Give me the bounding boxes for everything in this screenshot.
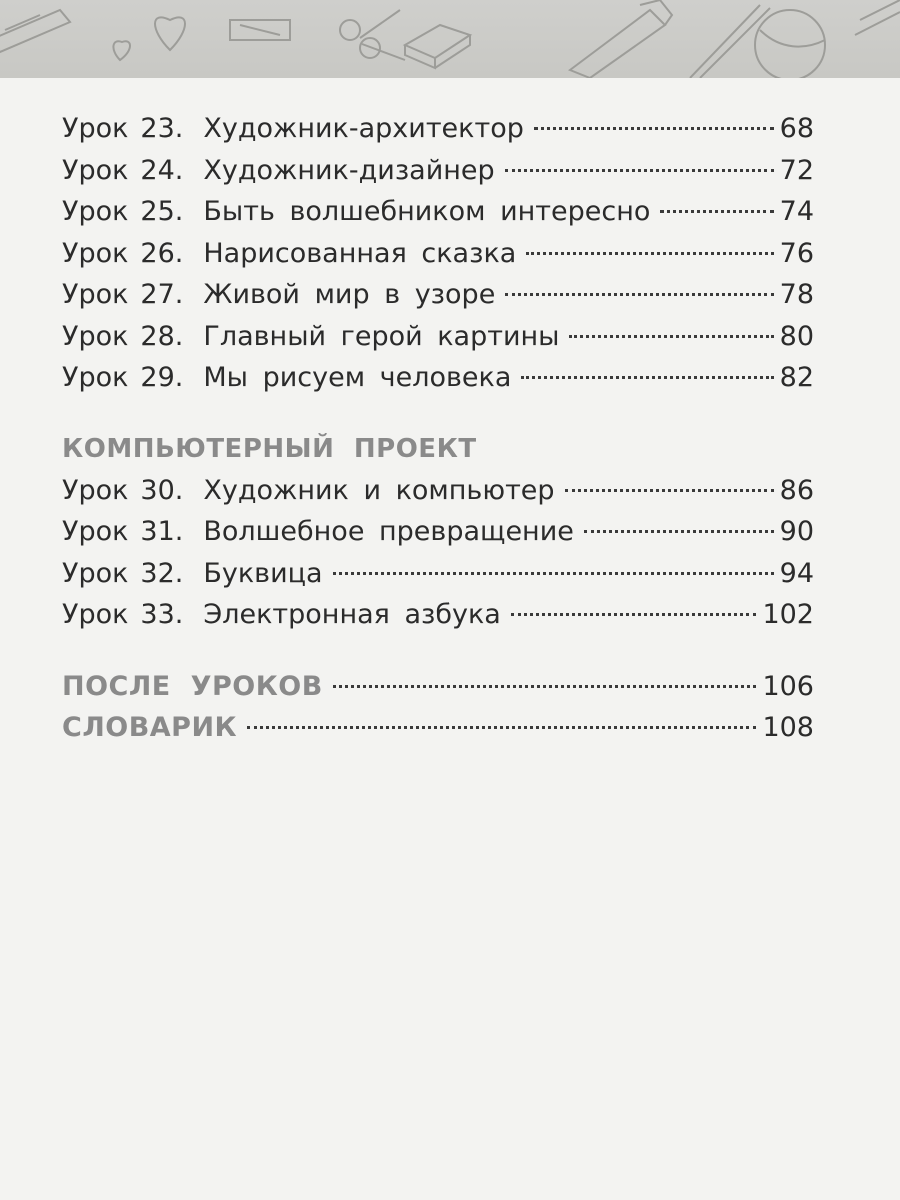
page-number: 80 [779,320,814,352]
header-doodles [0,0,900,78]
section-heading-computer-project: КОМПЬЮТЕРНЫЙ ПРОЕКТ [62,433,477,464]
lesson-title: Художник-архитектор [203,113,524,144]
toc-row-lesson-25[interactable] [62,191,814,233]
lesson-number: 29. [140,362,184,393]
page-number: 68 [779,113,814,144]
page-number: 74 [779,196,814,227]
heart-icon [113,17,185,60]
lesson-number: 28. [140,320,184,352]
toc-row-lesson-28[interactable] [62,316,814,358]
lesson-word: Урок [62,154,129,186]
toc-row-lesson-33[interactable] [62,594,814,636]
spacer [62,636,814,666]
toc-row-glossary[interactable] [62,707,814,749]
lesson-number: 31. [140,516,184,547]
page-number: 72 [779,154,814,186]
brush-icon [690,0,900,78]
lesson-word: Урок [62,557,129,589]
table-of-contents [62,108,814,749]
lesson-title: Художник-дизайнер [203,154,495,186]
eraser-icon [405,25,470,68]
lesson-word: Урок [62,113,129,144]
lesson-title: Быть волшебником интересно [203,196,651,227]
lesson-title: Буквица [203,557,323,589]
toc-row-lesson-24[interactable] [62,150,814,192]
lesson-word: Урок [62,196,129,227]
lesson-word: Урок [62,362,129,393]
dot-leader [511,613,757,616]
dot-leader [526,252,773,255]
dot-leader [565,489,774,492]
lesson-number: 32. [140,557,184,589]
pencil-icon [0,10,70,52]
toc-row-lesson-23[interactable] [62,108,814,150]
lesson-number: 23. [140,113,184,144]
dot-leader [584,530,774,533]
lesson-title: Главный герой картины [203,320,560,352]
lesson-word: Урок [62,237,129,269]
decorative-header-band [0,0,900,78]
lesson-number: 26. [140,237,184,269]
page-number: 108 [762,712,814,743]
lesson-word: Урок [62,516,129,547]
toc-row-lesson-30[interactable] [62,470,814,512]
dot-leader [505,169,774,172]
toc-row-lesson-29[interactable] [62,357,814,399]
toc-row-lesson-26[interactable] [62,233,814,275]
paint-tube-icon [570,0,672,78]
dot-leader [660,210,773,213]
ball-icon [755,10,825,78]
dot-leader [521,376,773,379]
scissors-icon [340,10,405,60]
appendix-title: СЛОВАРИК [62,712,238,743]
lesson-word: Урок [62,599,129,630]
page-number: 90 [779,516,814,547]
lesson-number: 25. [140,196,184,227]
lesson-title: Мы рисуем человека [203,362,512,393]
lesson-number: 27. [140,279,184,310]
lesson-title: Живой мир в узоре [203,279,496,310]
page-number: 78 [779,279,814,310]
dot-leader [505,293,773,296]
page-number: 94 [779,557,814,589]
dot-leader [333,685,757,688]
dot-leader [247,726,756,729]
lesson-title: Волшебное превращение [203,516,574,547]
dot-leader [333,572,774,575]
lesson-number: 33. [140,599,184,630]
page-number: 86 [779,474,814,506]
toc-row-lesson-32[interactable] [62,553,814,595]
toc-row-lesson-31[interactable] [62,511,814,553]
toc-row-after-lessons[interactable] [62,666,814,708]
lesson-title: Нарисованная сказка [203,237,517,269]
lesson-word: Урок [62,320,129,352]
lesson-number: 30. [140,474,184,506]
page-number: 106 [762,670,814,702]
dot-leader [534,127,774,130]
page-number: 102 [762,599,814,630]
toc-row-lesson-27[interactable] [62,274,814,316]
lesson-title: Художник и компьютер [203,474,555,506]
page-number: 82 [779,362,814,393]
lesson-title: Электронная азбука [203,599,501,630]
dot-leader [569,335,773,338]
lesson-number: 24. [140,154,184,186]
lesson-word: Урок [62,279,129,310]
lesson-word: Урок [62,474,129,506]
appendix-title: ПОСЛЕ УРОКОВ [62,670,323,702]
page-number: 76 [779,237,814,269]
